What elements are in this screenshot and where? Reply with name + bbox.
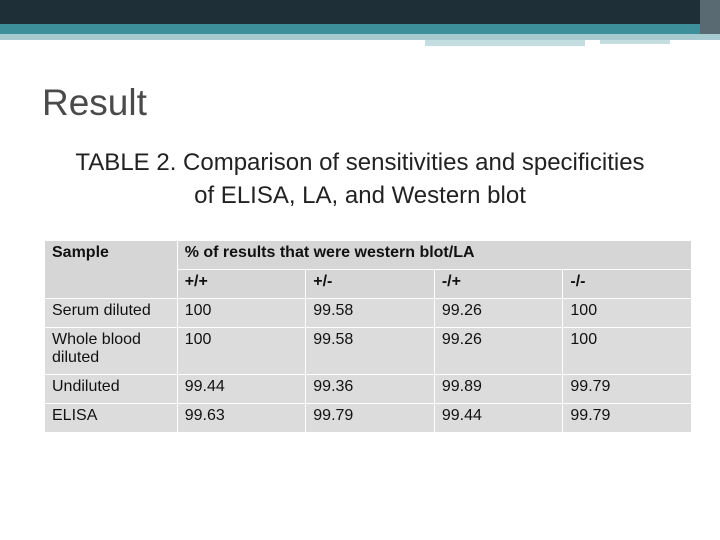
table-cell: 100: [563, 328, 692, 375]
corner-block: [700, 0, 720, 34]
table-cell: 100: [563, 299, 692, 328]
row-label: Whole blood diluted: [45, 328, 178, 375]
table-cell: 99.79: [563, 404, 692, 433]
header-group: % of results that were western blot/LA: [177, 241, 691, 270]
table-cell: 99.44: [434, 404, 563, 433]
table-cell: 100: [177, 328, 306, 375]
column-header: +/-: [306, 270, 435, 299]
table-cell: 99.63: [177, 404, 306, 433]
row-label: Serum diluted: [45, 299, 178, 328]
table-row: [45, 375, 692, 404]
column-header: +/+: [177, 270, 306, 299]
table-cell: 99.44: [177, 375, 306, 404]
table-row: [45, 328, 692, 375]
table-cell: 99.89: [434, 375, 563, 404]
table-cell: 99.79: [306, 404, 435, 433]
accent-strip: [0, 24, 720, 34]
table-cell: 99.79: [563, 375, 692, 404]
row-label: Undiluted: [45, 375, 178, 404]
table-caption: TABLE 2. Comparison of sensitivities and specificities of ELISA, LA, and Western blot: [75, 149, 645, 209]
table-cell: 99.58: [306, 299, 435, 328]
table-cell: 99.36: [306, 375, 435, 404]
top-bar: [0, 0, 720, 24]
table-header-row: [45, 241, 692, 270]
table-cell: 99.26: [434, 328, 563, 375]
column-header: -/-: [563, 270, 692, 299]
decor-line-short: [425, 40, 585, 46]
table-cell: 99.26: [434, 299, 563, 328]
column-header: -/+: [434, 270, 563, 299]
table-row: [45, 404, 692, 433]
results-table: [44, 240, 692, 433]
table-cell: 99.58: [306, 328, 435, 375]
header-sample: Sample: [45, 241, 178, 299]
table-row: [45, 299, 692, 328]
decor-line-tiny: [600, 40, 670, 44]
row-label: ELISA: [45, 404, 178, 433]
table-cell: 100: [177, 299, 306, 328]
slide-title: Result: [42, 82, 147, 123]
